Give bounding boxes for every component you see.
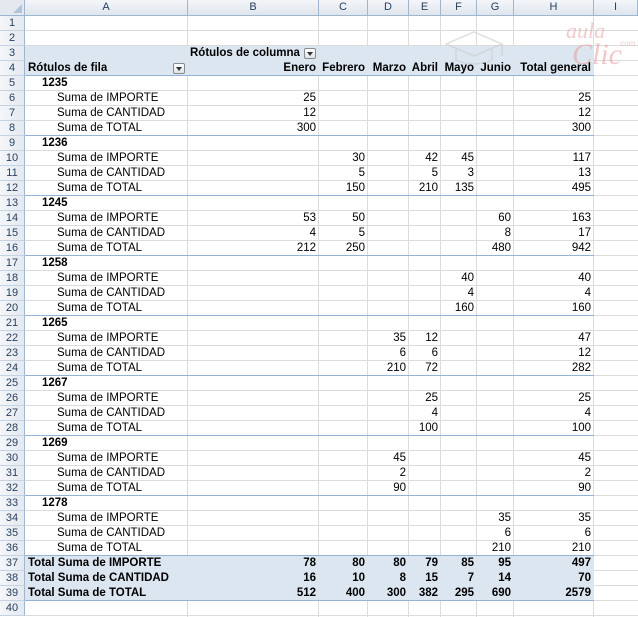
value-cell: 480 <box>491 242 511 254</box>
value-cell: 45 <box>578 452 591 464</box>
grand-total-label: Total Suma de IMPORTE <box>28 557 162 569</box>
measure-label: Suma de IMPORTE <box>57 272 159 284</box>
row-header-33[interactable]: 33 <box>0 496 25 511</box>
column-header-g[interactable]: G <box>477 0 514 16</box>
value-cell: 4 <box>584 407 591 419</box>
value-cell: 6 <box>399 347 406 359</box>
grand-total-value: 8 <box>399 572 406 584</box>
value-cell: 40 <box>578 272 591 284</box>
measure-label: Suma de CANTIDAD <box>57 347 166 359</box>
value-cell: 282 <box>571 362 591 374</box>
value-cell: 90 <box>393 482 406 494</box>
value-cell: 50 <box>352 212 365 224</box>
value-cell: 25 <box>578 392 591 404</box>
grand-total-value: 7 <box>467 572 474 584</box>
value-cell: 210 <box>386 362 406 374</box>
value-cell: 135 <box>454 182 474 194</box>
grand-total-value: 10 <box>352 572 365 584</box>
row-header-22[interactable]: 22 <box>0 331 25 346</box>
column-header-h[interactable]: H <box>514 0 594 16</box>
row-header-38[interactable]: 38 <box>0 571 25 586</box>
group-label: 1267 <box>42 377 68 389</box>
value-cell: 5 <box>358 167 365 179</box>
row-header-23[interactable]: 23 <box>0 346 25 361</box>
value-cell: 45 <box>393 452 406 464</box>
row-header-11[interactable]: 11 <box>0 166 25 181</box>
grand-total-value: 15 <box>425 572 438 584</box>
value-cell: 47 <box>578 332 591 344</box>
value-cell: 4 <box>584 287 591 299</box>
value-cell: 35 <box>498 512 511 524</box>
value-cell: 210 <box>491 542 511 554</box>
group-label: 1278 <box>42 497 68 509</box>
month-header: Mayo <box>444 62 474 74</box>
row-labels-filter-button[interactable] <box>173 63 185 74</box>
measure-label: Suma de TOTAL <box>57 362 143 374</box>
value-cell: 5 <box>431 167 438 179</box>
value-cell: 2 <box>399 467 406 479</box>
value-cell: 160 <box>571 302 591 314</box>
value-cell: 212 <box>296 242 316 254</box>
value-cell: 45 <box>461 152 474 164</box>
row-header-10[interactable]: 10 <box>0 151 25 166</box>
value-cell: 300 <box>296 122 316 134</box>
column-labels-filter-button[interactable] <box>304 48 316 59</box>
grand-total-value: 80 <box>352 557 365 569</box>
value-cell: 6 <box>431 347 438 359</box>
value-cell: 4 <box>431 407 438 419</box>
grand-total-label: Total Suma de TOTAL <box>28 587 147 599</box>
row-header-1[interactable]: 1 <box>0 16 25 31</box>
row-header-16[interactable]: 16 <box>0 241 25 256</box>
value-cell: 100 <box>571 422 591 434</box>
value-cell: 160 <box>454 302 474 314</box>
column-header-a[interactable]: A <box>25 0 188 16</box>
measure-label: Suma de CANTIDAD <box>57 107 166 119</box>
month-header: Junio <box>480 62 511 74</box>
logo-text-com: .com <box>618 39 636 48</box>
measure-label: Suma de IMPORTE <box>57 212 159 224</box>
group-label: 1269 <box>42 437 68 449</box>
column-header-f[interactable]: F <box>441 0 477 16</box>
column-header-d[interactable]: D <box>368 0 409 16</box>
row-header-4[interactable]: 4 <box>0 61 25 76</box>
month-header: Abril <box>411 62 438 74</box>
value-cell: 25 <box>425 392 438 404</box>
row-header-26[interactable]: 26 <box>0 391 25 406</box>
value-cell: 12 <box>425 332 438 344</box>
measure-label: Suma de CANTIDAD <box>57 167 166 179</box>
measure-label: Suma de TOTAL <box>57 242 143 254</box>
grand-total-value: 512 <box>296 587 316 599</box>
column-header-b[interactable]: B <box>188 0 319 16</box>
measure-label: Suma de IMPORTE <box>57 512 159 524</box>
row-header-21[interactable]: 21 <box>0 316 25 331</box>
value-cell: 12 <box>578 107 591 119</box>
row-header-15[interactable]: 15 <box>0 226 25 241</box>
grand-total-value: 2579 <box>565 587 591 599</box>
grid-column-line <box>440 16 441 617</box>
value-cell: 13 <box>578 167 591 179</box>
value-cell: 8 <box>504 227 511 239</box>
measure-label: Suma de IMPORTE <box>57 152 159 164</box>
value-cell: 30 <box>352 152 365 164</box>
grand-total-value: 497 <box>571 557 591 569</box>
row-header-34[interactable]: 34 <box>0 511 25 526</box>
measure-label: Suma de TOTAL <box>57 122 143 134</box>
value-cell: 53 <box>303 212 316 224</box>
measure-label: Suma de CANTIDAD <box>57 227 166 239</box>
value-cell: 72 <box>425 362 438 374</box>
value-cell: 42 <box>425 152 438 164</box>
value-cell: 2 <box>584 467 591 479</box>
column-header-c[interactable]: C <box>319 0 368 16</box>
grand-total-value: 14 <box>498 572 511 584</box>
value-cell: 3 <box>467 167 474 179</box>
value-cell: 495 <box>571 182 591 194</box>
value-cell: 12 <box>578 347 591 359</box>
grid-column-line <box>367 16 368 617</box>
row-labels-header: Rótulos de fila <box>28 62 108 74</box>
value-cell: 250 <box>345 242 365 254</box>
group-label: 1235 <box>42 77 68 89</box>
measure-label: Suma de CANTIDAD <box>57 467 166 479</box>
row-header-32[interactable]: 32 <box>0 481 25 496</box>
value-cell: 60 <box>498 212 511 224</box>
row-header-18[interactable]: 18 <box>0 271 25 286</box>
grand-total-value: 690 <box>491 587 511 599</box>
measure-label: Suma de TOTAL <box>57 542 143 554</box>
measure-label: Suma de TOTAL <box>57 182 143 194</box>
row-header-12[interactable]: 12 <box>0 181 25 196</box>
value-cell: 17 <box>578 227 591 239</box>
value-cell: 210 <box>418 182 438 194</box>
group-label: 1258 <box>42 257 68 269</box>
row-header-20[interactable]: 20 <box>0 301 25 316</box>
value-cell: 35 <box>578 512 591 524</box>
row-header-6[interactable]: 6 <box>0 91 25 106</box>
row-header-8[interactable]: 8 <box>0 121 25 136</box>
row-header-7[interactable]: 7 <box>0 106 25 121</box>
measure-label: Suma de IMPORTE <box>57 392 159 404</box>
measure-label: Suma de IMPORTE <box>57 92 159 104</box>
grand-total-value: 79 <box>425 557 438 569</box>
row-header-14[interactable]: 14 <box>0 211 25 226</box>
grand-total-value: 78 <box>303 557 316 569</box>
grand-total-value: 16 <box>303 572 316 584</box>
value-cell: 6 <box>584 527 591 539</box>
value-cell: 942 <box>571 242 591 254</box>
measure-label: Suma de IMPORTE <box>57 452 159 464</box>
grand-total-label: Total Suma de CANTIDAD <box>28 572 169 584</box>
row-header-29[interactable]: 29 <box>0 436 25 451</box>
column-header-i[interactable]: I <box>594 0 638 16</box>
month-header: Febrero <box>322 62 365 74</box>
value-cell: 5 <box>358 227 365 239</box>
grand-total-value: 400 <box>345 587 365 599</box>
row-header-30[interactable]: 30 <box>0 451 25 466</box>
group-label: 1265 <box>42 317 68 329</box>
row-header-9[interactable]: 9 <box>0 136 25 151</box>
group-label: 1236 <box>42 137 68 149</box>
group-label: 1245 <box>42 197 68 209</box>
value-cell: 25 <box>578 92 591 104</box>
row-header-24[interactable]: 24 <box>0 361 25 376</box>
value-cell: 300 <box>571 122 591 134</box>
grand-total-value: 80 <box>393 557 406 569</box>
row-header-28[interactable]: 28 <box>0 421 25 436</box>
measure-label: Suma de TOTAL <box>57 422 143 434</box>
month-header: Marzo <box>372 62 406 74</box>
value-cell: 150 <box>345 182 365 194</box>
row-header-5[interactable]: 5 <box>0 76 25 91</box>
month-header: Enero <box>283 62 316 74</box>
row-header-37[interactable]: 37 <box>0 556 25 571</box>
value-cell: 163 <box>571 212 591 224</box>
logo-text-aula: aula <box>566 18 606 43</box>
value-cell: 100 <box>418 422 438 434</box>
row-header-3[interactable]: 3 <box>0 46 25 61</box>
value-cell: 25 <box>303 92 316 104</box>
measure-label: Suma de CANTIDAD <box>57 407 166 419</box>
grand-total-value: 382 <box>418 587 438 599</box>
column-labels-header: Rótulos de columna <box>190 47 300 59</box>
row-header-31[interactable]: 31 <box>0 466 25 481</box>
measure-label: Suma de TOTAL <box>57 302 143 314</box>
grand-total-value: 85 <box>461 557 474 569</box>
logo-text-clic: Clic <box>572 38 622 70</box>
measure-label: Suma de IMPORTE <box>57 332 159 344</box>
row-header-19[interactable]: 19 <box>0 286 25 301</box>
value-cell: 35 <box>393 332 406 344</box>
grand-total-value: 300 <box>386 587 406 599</box>
value-cell: 40 <box>461 272 474 284</box>
value-cell: 6 <box>504 527 511 539</box>
row-header-27[interactable]: 27 <box>0 406 25 421</box>
totals-bottom-rule <box>25 600 594 601</box>
aulaclic-logo <box>440 14 636 70</box>
grid-row <box>25 601 638 616</box>
value-cell: 210 <box>571 542 591 554</box>
row-header-39[interactable]: 39 <box>0 586 25 601</box>
measure-label: Suma de CANTIDAD <box>57 527 166 539</box>
grid-column-line <box>408 16 409 617</box>
month-header: Total general <box>520 62 591 74</box>
select-all-corner[interactable] <box>0 0 25 16</box>
measure-label: Suma de TOTAL <box>57 482 143 494</box>
row-header-36[interactable]: 36 <box>0 541 25 556</box>
grand-total-value: 295 <box>454 587 474 599</box>
value-cell: 12 <box>303 107 316 119</box>
value-cell: 90 <box>578 482 591 494</box>
row-header-17[interactable]: 17 <box>0 256 25 271</box>
value-cell: 4 <box>309 227 316 239</box>
row-header-13[interactable]: 13 <box>0 196 25 211</box>
grand-total-value: 70 <box>578 572 591 584</box>
value-cell: 4 <box>467 287 474 299</box>
measure-label: Suma de CANTIDAD <box>57 287 166 299</box>
row-header-35[interactable]: 35 <box>0 526 25 541</box>
column-header-e[interactable]: E <box>409 0 441 16</box>
row-header-40[interactable]: 40 <box>0 601 25 616</box>
value-cell: 117 <box>572 152 591 164</box>
row-header-2[interactable]: 2 <box>0 31 25 46</box>
grand-total-value: 95 <box>498 557 511 569</box>
row-header-25[interactable]: 25 <box>0 376 25 391</box>
